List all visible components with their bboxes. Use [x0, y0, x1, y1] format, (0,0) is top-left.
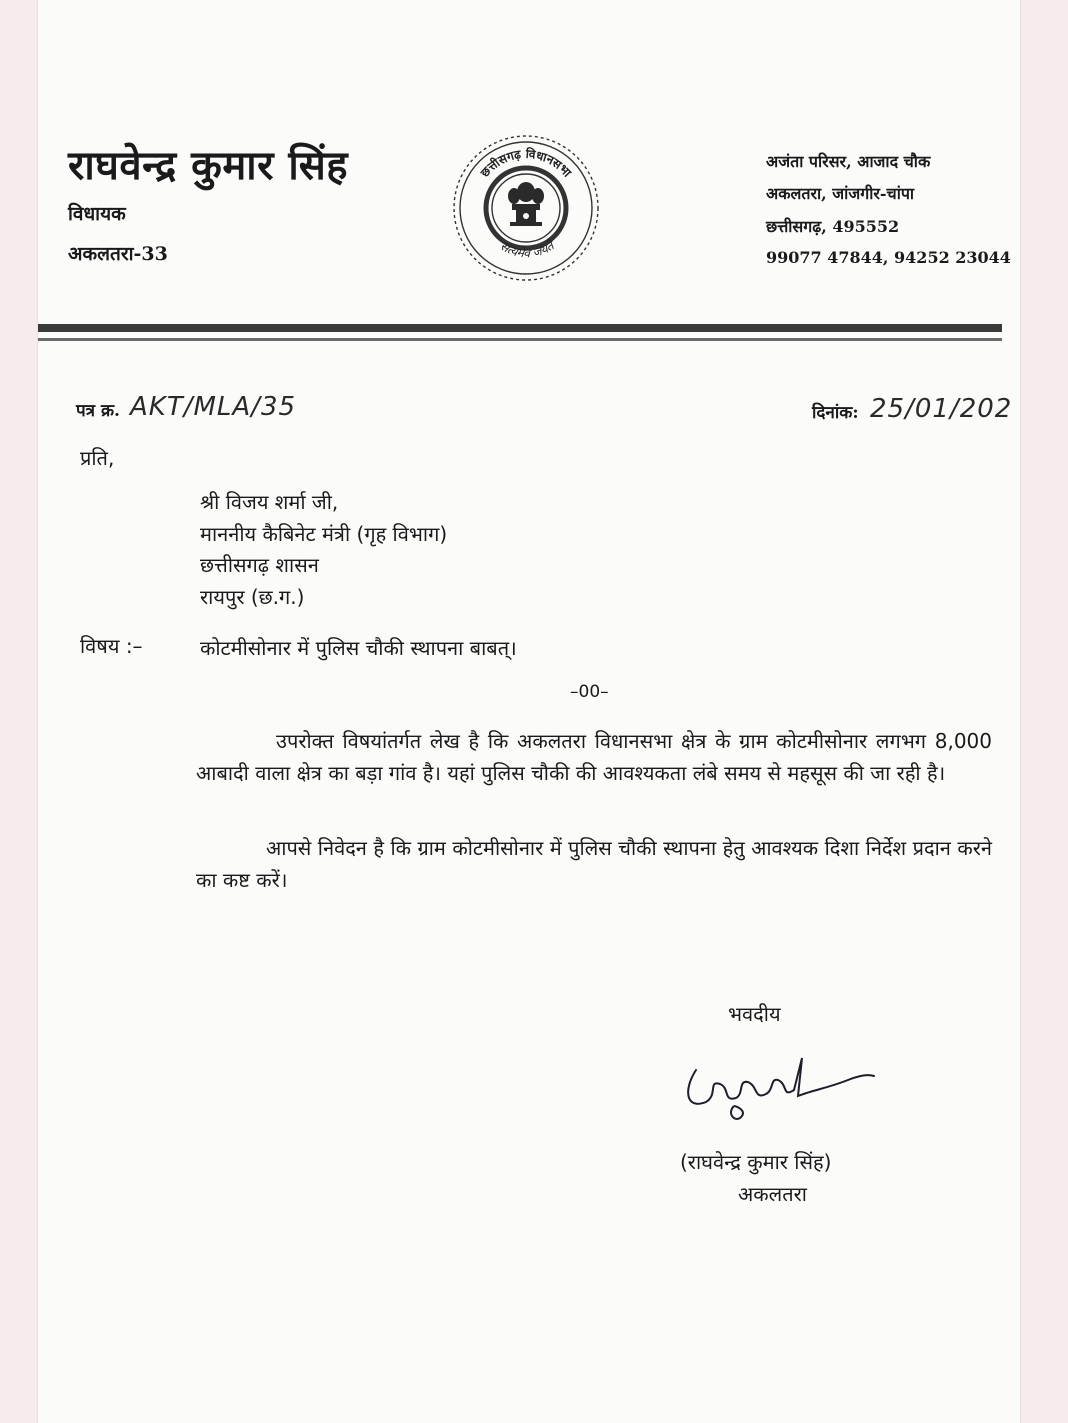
body-paragraph-2: आपसे निवेदन है कि ग्राम कोटमीसोनार में पुलिस चौकी स्थापना हेतु आवश्यक दिशा निर्देश प्रदान करने का कष्ट करें।: [196, 836, 992, 892]
signature-icon: [678, 1040, 878, 1130]
reference-label: पत्र क्र.: [76, 401, 120, 421]
header-rule-thin: [38, 338, 1002, 341]
emblem-icon: [446, 132, 606, 284]
letter-sheet: [38, 0, 1020, 1423]
address-line1: अजंता परिसर, आजाद चौक: [766, 152, 931, 171]
signer-name: (राघवेन्द्र कुमार सिंह): [680, 1150, 832, 1174]
signer-place: अकलतरा: [738, 1182, 807, 1206]
date-label: दिनांक:: [812, 403, 859, 423]
body-paragraph-1: उपरोक्त विषयांतर्गत लेख है कि अकलतरा विधानसभा क्षेत्र के ग्राम कोटमीसोनार लगभग 8,000 आबादी वाला क्षेत्र का बड़ा गांव है। यहां पुलिस चौकी की आवश्यकता लंबे समय से महसूस की जा रही है।: [196, 729, 992, 785]
letterhead-designation: विधायक: [68, 203, 126, 225]
assembly-seal: [446, 132, 606, 284]
recipient-line4: रायपुर (छ.ग.): [200, 585, 305, 609]
seal-top-text: छत्तीसगढ़ विधानसभा: [477, 146, 575, 180]
seal-bottom-text: सत्यमेव जयते: [497, 238, 557, 261]
svg-text:सत्यमेव जयते: [498, 238, 558, 261]
date-value: 25/01/202: [870, 394, 1013, 424]
subject-label: विषय :–: [80, 634, 143, 658]
subject-text: कोटमीसोनार में पुलिस चौकी स्थापना बाबत्।: [200, 636, 517, 660]
header-rule-thick: [38, 324, 1002, 332]
recipient-line2: माननीय कैबिनेट मंत्री (गृह विभाग): [200, 522, 448, 546]
recipient-line3: छत्तीसगढ़ शासन: [200, 553, 319, 577]
letterhead-name: राघवेन्द्र कुमार सिंह: [68, 142, 349, 189]
valediction: भवदीय: [728, 1002, 781, 1026]
address-line3: छत्तीसगढ़, 495552: [766, 217, 900, 236]
recipient-line1: श्री विजय शर्मा जी,: [200, 490, 339, 514]
separator: –00–: [570, 682, 609, 702]
reference-number: AKT/MLA/35: [130, 392, 297, 422]
phone-numbers: 99077 47844, 94252 23044: [766, 248, 1011, 267]
address-line2: अकलतरा, जांजगीर-चांपा: [766, 184, 915, 203]
salutation: प्रति,: [80, 446, 115, 470]
letterhead-constituency: अकलतरा-33: [68, 243, 168, 265]
